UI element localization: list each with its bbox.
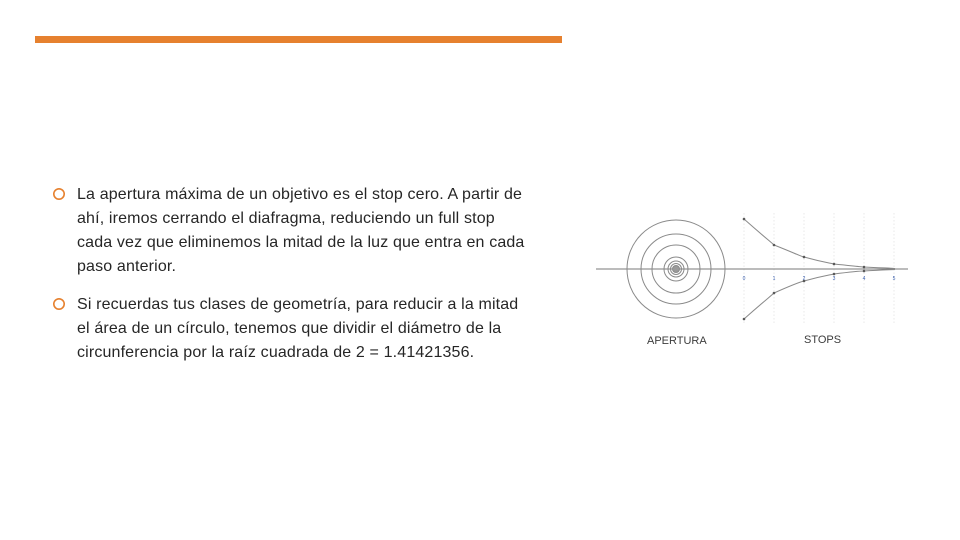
- curve-point: [833, 273, 836, 276]
- list-item: [52, 183, 532, 279]
- curve-point: [863, 270, 866, 273]
- upper-curve: [744, 219, 895, 269]
- stop-tick-label: 2: [802, 276, 806, 282]
- stop-tick-label: 5: [892, 276, 896, 282]
- stop-tick-label: 1: [772, 276, 776, 282]
- curve-point: [863, 266, 866, 269]
- curve-point: [743, 318, 746, 321]
- aperture-stops-diagram: [592, 205, 912, 355]
- stop-tick-label: 0: [742, 276, 746, 282]
- accent-bar: [35, 36, 562, 43]
- curve-point: [773, 292, 776, 295]
- stop-tick-label: 4: [862, 276, 866, 282]
- curve-point: [743, 218, 746, 221]
- lower-curve: [744, 270, 895, 320]
- curve-point: [803, 256, 806, 259]
- list-item: [52, 293, 532, 365]
- curve-point: [833, 263, 836, 266]
- diagram-svg: [592, 205, 912, 355]
- aperture-circle-6: [673, 266, 680, 273]
- stop-tick-label: 3: [832, 276, 836, 282]
- circle-bullet-icon: [52, 187, 66, 201]
- bullet-text: Si recuerdas tus clases de geometría, para reducir a la mitad el área de un círculo, tenemos que dividir el diámetro de la circunferencia por la raíz cuadrada de 2 = 1.41421356.: [77, 296, 519, 361]
- label-stops: STOPS: [804, 334, 842, 346]
- bullet-text: La apertura máxima de un objetivo es el stop cero. A partir de ahí, iremos cerrando el diafragma, reduciendo un full stop cada vez que eliminemos la mitad de la luz que entra en cada paso anterior.: [77, 186, 525, 275]
- bullet-list: [52, 183, 532, 379]
- circle-bullet-icon: [52, 297, 66, 311]
- curve-point: [773, 244, 776, 247]
- label-apertura: APERTURA: [647, 335, 707, 347]
